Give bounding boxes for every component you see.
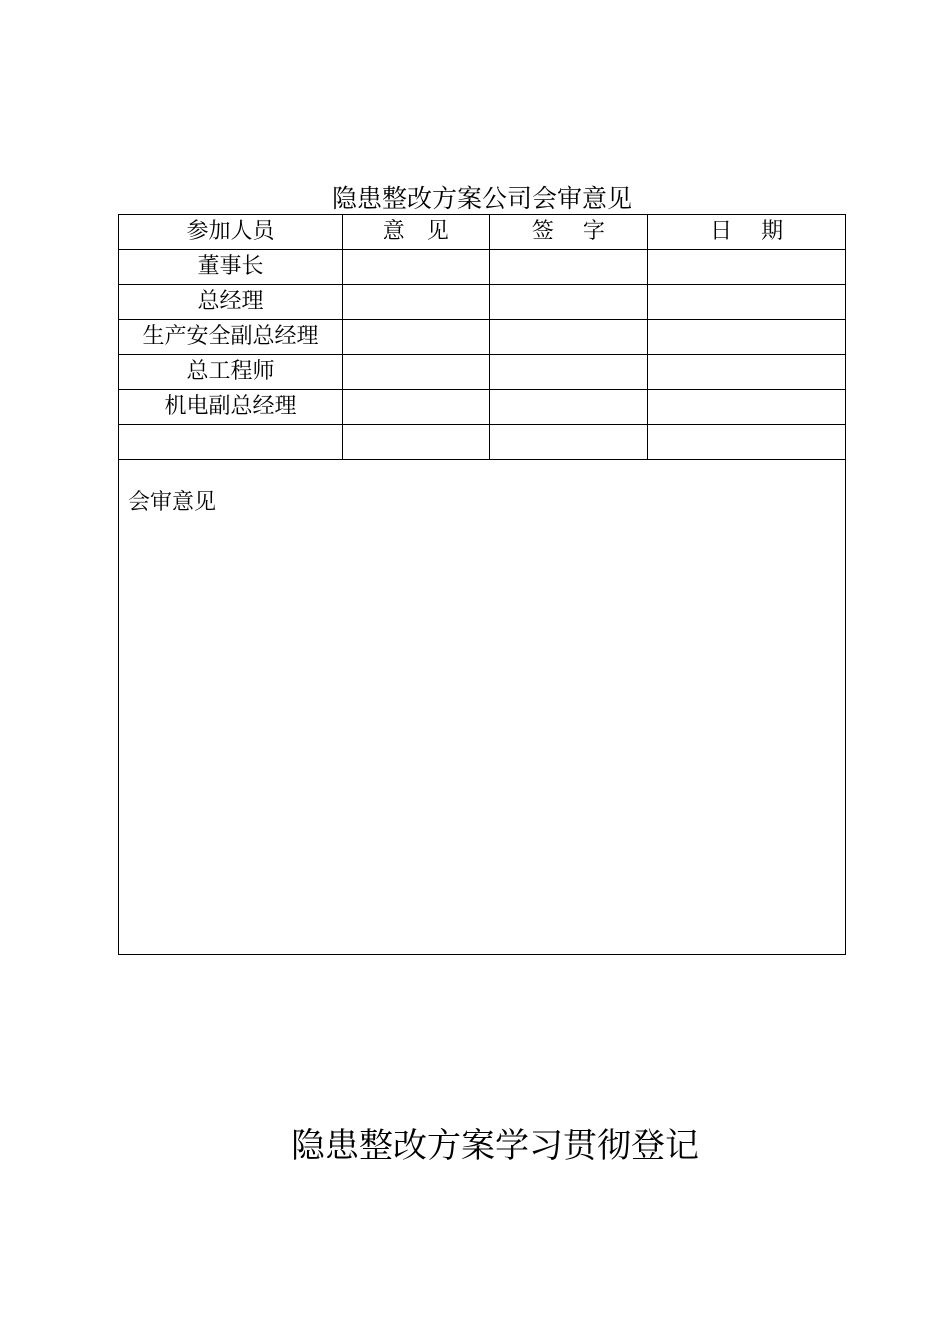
page-title: 隐患整改方案公司会审意见 [331, 184, 632, 213]
table-row [119, 320, 846, 355]
participant-name: 总经理 [119, 285, 343, 320]
signature-cell[interactable] [489, 390, 648, 425]
signature-cell[interactable] [489, 250, 648, 285]
signature-cell[interactable] [489, 425, 648, 460]
table-row [119, 425, 846, 460]
header-opinion: 意 见 [342, 215, 489, 250]
opinion-cell[interactable] [342, 425, 489, 460]
opinion-cell[interactable] [342, 355, 489, 390]
table-row [119, 390, 846, 425]
participant-name [119, 425, 343, 460]
signature-cell[interactable] [489, 285, 648, 320]
signature-cell[interactable] [489, 355, 648, 390]
header-signature: 签 字 [489, 215, 648, 250]
study-register-title: 隐患整改方案学习贯彻登记 [291, 1126, 699, 1166]
header-participants: 参加人员 [119, 215, 343, 250]
header-date: 日 期 [648, 215, 846, 250]
opinion-cell[interactable] [342, 250, 489, 285]
participant-name: 总工程师 [119, 355, 343, 390]
date-cell[interactable] [648, 390, 846, 425]
table-header-row [119, 215, 846, 250]
date-cell[interactable] [648, 320, 846, 355]
review-table [118, 214, 846, 955]
signature-cell[interactable] [489, 320, 648, 355]
participant-name: 机电副总经理 [119, 390, 343, 425]
review-opinion-box[interactable] [119, 460, 846, 955]
opinion-cell[interactable] [342, 320, 489, 355]
participant-name: 董事长 [119, 250, 343, 285]
date-cell[interactable] [648, 425, 846, 460]
opinion-row [119, 460, 846, 955]
date-cell[interactable] [648, 355, 846, 390]
date-cell[interactable] [648, 285, 846, 320]
table-row [119, 250, 846, 285]
table-row [119, 285, 846, 320]
opinion-cell[interactable] [342, 285, 489, 320]
date-cell[interactable] [648, 250, 846, 285]
review-opinion-label: 会审意见 [128, 490, 217, 515]
opinion-cell[interactable] [342, 390, 489, 425]
participant-name: 生产安全副总经理 [119, 320, 343, 355]
table-row [119, 355, 846, 390]
